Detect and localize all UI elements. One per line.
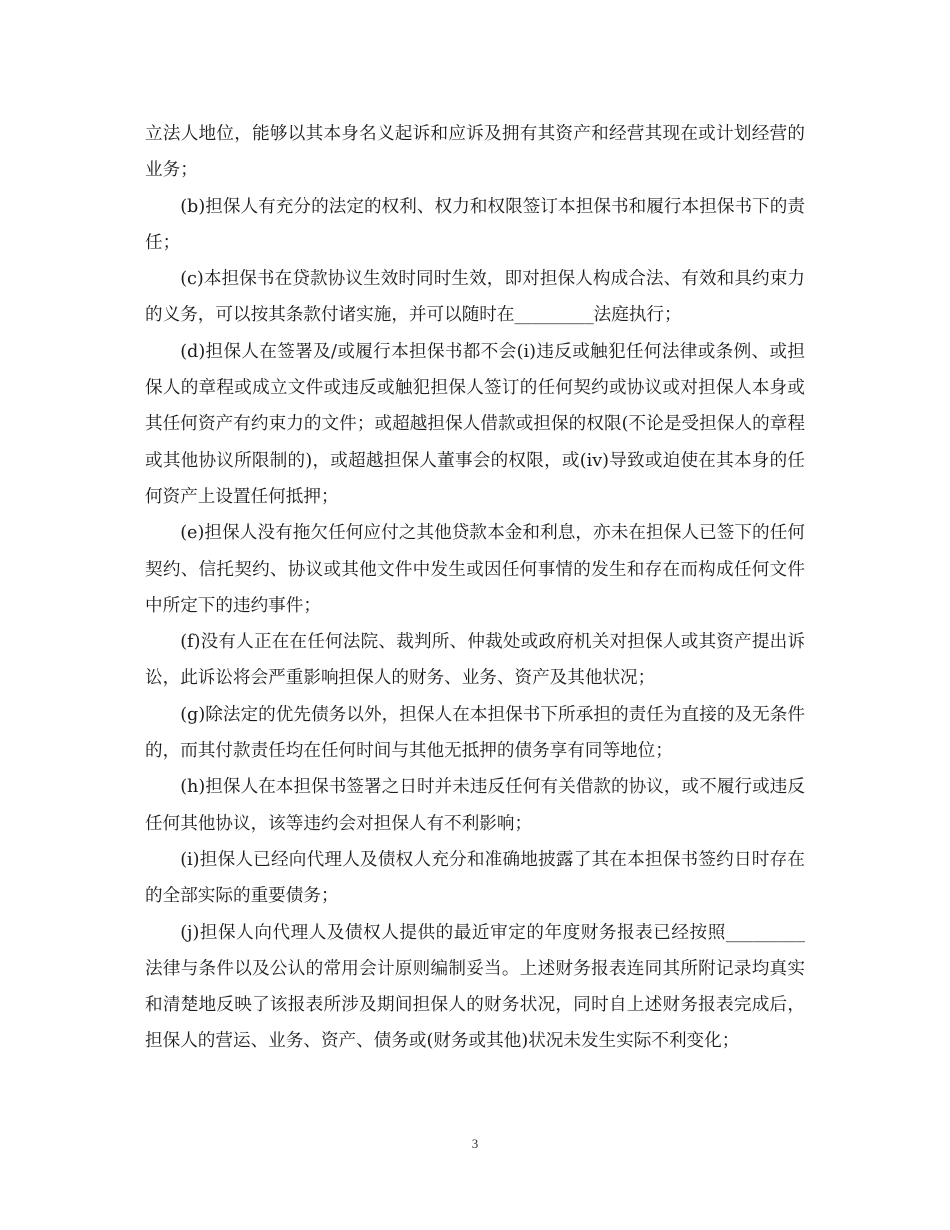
paragraph-clause-b: (b)担保人有充分的法定的权利、权力和权限签订本担保书和履行本担保书下的责任； <box>145 196 805 253</box>
paragraph-clause-h: (h)担保人在本担保书签署之日时并未违反任何有关借款的协议，或不履行或违反任何其他协议，该等违约会对担保人有不利影响； <box>145 777 805 834</box>
paragraph-clause-j: (j)担保人向代理人及债权人提供的最近审定的年度财务报表已经按照_________法律与条件以及公认的常用会计原则编制妥当。上述财务报表连同其所附记录均真实和清楚地反映了该报表所涉及期间担保人的财务状况，同时自上述财务报表完成后，担保人的营运、业务、资产、债务或(财务或其他)状况未发生实际不利变化； <box>145 922 805 1052</box>
page-number: 3 <box>471 1136 479 1151</box>
document-body <box>145 116 805 1060</box>
paragraph-clause-e: (e)担保人没有拖欠任何应付之其他贷款本金和利息，亦未在担保人已签下的任何契约、信托契约、协议或其他文件中发生或因任何事情的发生和存在而构成任何文件中所定下的违约事件； <box>145 523 805 616</box>
paragraph-clause-c: (c)本担保书在贷款协议生效时同时生效，即对担保人构成合法、有效和具约束力的义务，可以按其条款付诸实施，并可以随时在_________法庭执行； <box>145 269 805 326</box>
paragraph-clause-i: (i)担保人已经向代理人及债权人充分和准确地披露了其在本担保书签约日时存在的全部实际的重要债务； <box>145 849 805 907</box>
paragraph-continuation: 立法人地位，能够以其本身名义起诉和应诉及拥有其资产和经营其现在或计划经营的业务； <box>145 124 805 181</box>
paragraph-clause-d: (d)担保人在签署及/或履行本担保书都不会(i)违反或触犯任何法律或条例、或担保人的章程或成立文件或违反或触犯担保人签订的任何契约或协议或对担保人本身或其任何资产有约束力的文件；或超越担保人借款或担保的权限(不论是受担保人的章程或其他协议所限制的)，或超越担保人董事会的权限，或(iv)导致或迫使在其本身的任何资产上设置任何抵押； <box>145 341 805 507</box>
paragraph-clause-f: (f)没有人正在在任何法院、裁判所、仲裁处或政府机关对担保人或其资产提出诉讼，此诉讼将会严重影响担保人的财务、业务、资产及其他状况； <box>145 632 805 689</box>
paragraph-clause-g: (g)除法定的优先债务以外，担保人在本担保书下所承担的责任为直接的及无条件的，而其付款责任均在任何时间与其他无抵押的债务享有同等地位； <box>145 704 805 762</box>
